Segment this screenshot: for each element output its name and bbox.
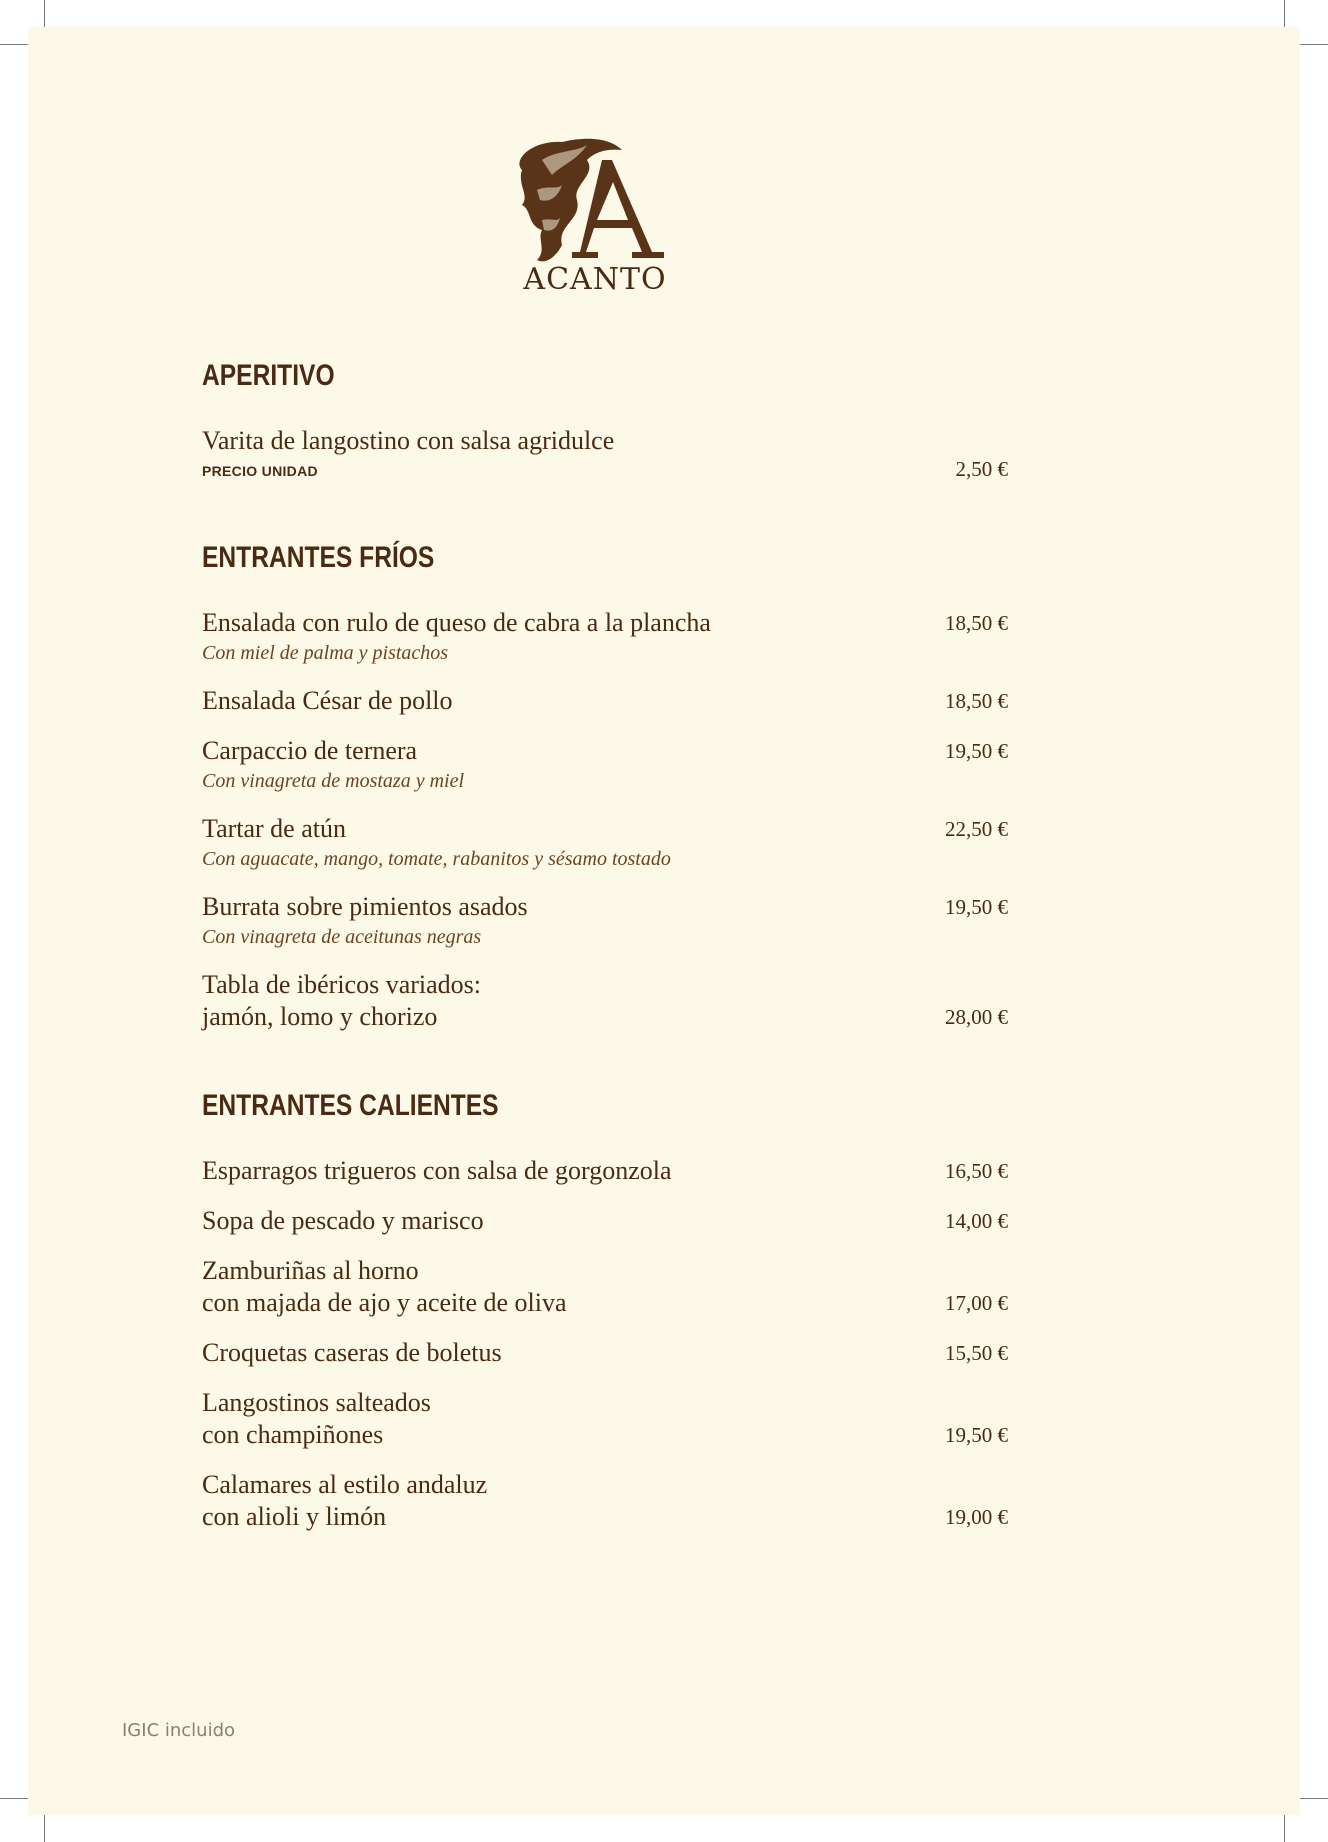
item-name: Carpaccio de ternera (202, 736, 418, 765)
crop-mark (1284, 0, 1285, 27)
brand-name: ACANTO (523, 262, 667, 297)
item-name: Ensalada César de pollo (202, 686, 453, 715)
item-name: Croquetas caseras de boletus (202, 1338, 502, 1367)
item-price: 19,50 € (945, 895, 1008, 919)
item-price: 19,50 € (945, 1423, 1008, 1447)
menu-item (202, 1255, 1008, 1319)
item-name: Tartar de atún (202, 814, 346, 843)
item-description: Con vinagreta de aceitunas negras (202, 926, 482, 948)
item-name: Langostinos salteados (202, 1388, 431, 1417)
section-aperitivo (202, 355, 1008, 485)
menu-content (202, 355, 1008, 1585)
item-name-line2: con alioli y limón (202, 1502, 387, 1531)
item-price: 16,50 € (945, 1159, 1008, 1183)
item-note: PRECIO UNIDAD (202, 463, 318, 479)
item-name-line2: con majada de ajo y aceite de oliva (202, 1288, 567, 1317)
menu-item (202, 1469, 1008, 1533)
crop-mark (44, 1815, 45, 1842)
item-description: Con miel de palma y pistachos (202, 642, 449, 664)
crop-mark (1300, 44, 1328, 45)
menu-item (202, 1155, 1008, 1187)
crop-mark (0, 1798, 28, 1799)
item-name: Sopa de pescado y marisco (202, 1206, 484, 1235)
crop-mark (0, 44, 28, 45)
item-name: Tabla de ibéricos variados: (202, 970, 482, 999)
menu-item (202, 891, 1008, 951)
item-price: 19,50 € (945, 739, 1008, 763)
menu-item (202, 813, 1008, 873)
menu-item (202, 735, 1008, 795)
item-price: 17,00 € (945, 1291, 1008, 1315)
menu-item (202, 607, 1008, 667)
item-name: Zamburiñas al horno (202, 1256, 419, 1285)
item-price: 2,50 € (955, 457, 1008, 481)
item-price: 19,00 € (945, 1505, 1008, 1529)
section-title: ENTRANTES FRÍOS (202, 541, 435, 574)
item-price: 22,50 € (945, 817, 1008, 841)
menu-item (202, 1205, 1008, 1237)
crop-mark (1300, 1798, 1328, 1799)
item-price: 28,00 € (945, 1005, 1008, 1029)
section-entrantes-calientes (202, 1085, 1008, 1533)
menu-item (202, 1387, 1008, 1451)
item-name-line2: jamón, lomo y chorizo (202, 1002, 438, 1031)
item-name: Burrata sobre pimientos asados (202, 892, 528, 921)
section-entrantes-frios (202, 537, 1008, 1033)
item-list (202, 1155, 1008, 1533)
item-name: Esparragos trigueros con salsa de gorgonzola (202, 1156, 672, 1185)
crop-mark (1284, 1815, 1285, 1842)
item-name: Ensalada con rulo de queso de cabra a la plancha (202, 608, 711, 637)
section-title: ENTRANTES CALIENTES (202, 1089, 499, 1122)
menu-item (202, 685, 1008, 717)
item-name: Calamares al estilo andaluz (202, 1470, 488, 1499)
item-name-line2: con champiñones (202, 1420, 384, 1449)
item-description: Con vinagreta de mostaza y miel (202, 770, 465, 792)
item-name: Varita de langostino con salsa agridulce (202, 426, 615, 455)
menu-item (202, 1337, 1008, 1369)
item-price: 15,50 € (945, 1341, 1008, 1365)
menu-item (202, 969, 1008, 1033)
item-list (202, 607, 1008, 1033)
section-title: APERITIVO (202, 359, 335, 392)
tax-note: IGIC incluido (122, 1720, 236, 1741)
item-price: 18,50 € (945, 689, 1008, 713)
crop-mark (44, 0, 45, 27)
item-list (202, 425, 1008, 485)
menu-item (202, 425, 1008, 485)
item-price: 18,50 € (945, 611, 1008, 635)
item-price: 14,00 € (945, 1209, 1008, 1233)
item-description: Con aguacate, mango, tomate, rabanitos y sésamo tostado (202, 848, 671, 870)
